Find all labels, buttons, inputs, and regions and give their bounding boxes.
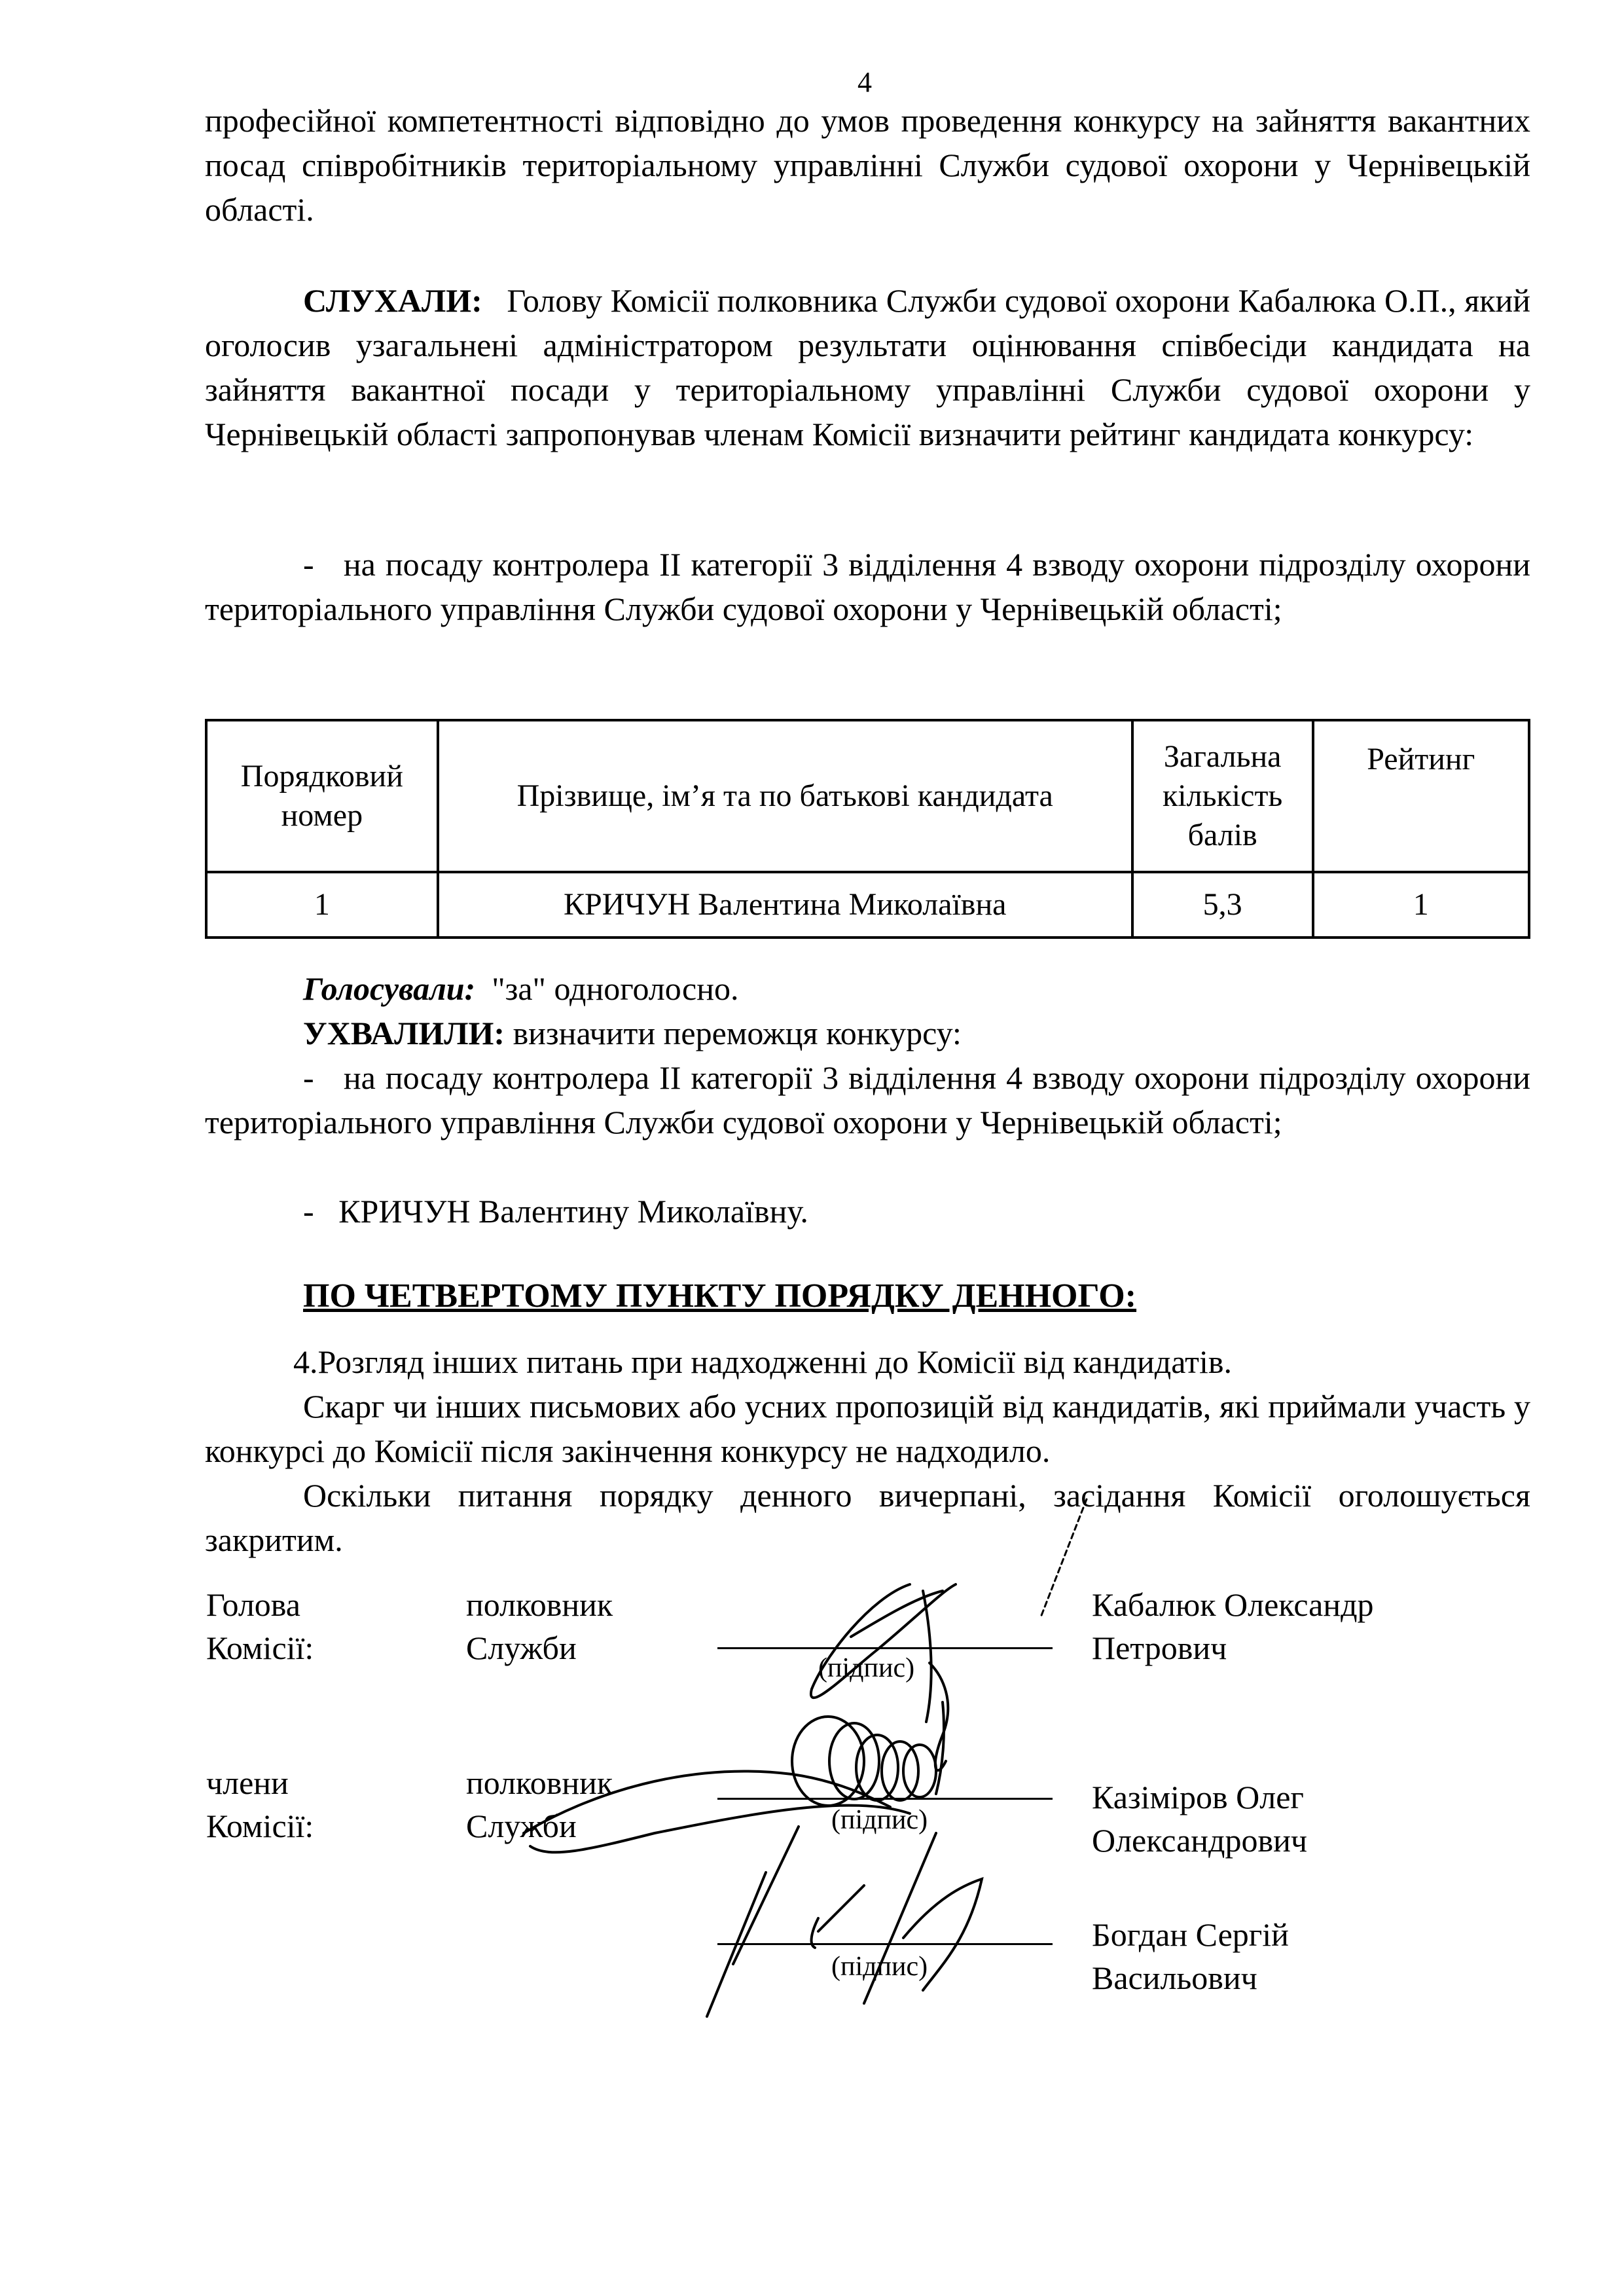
vote-label: Голосували: [303,970,476,1007]
decided-bullet-2-text: КРИЧУН Валентину Миколаївну. [338,1193,808,1230]
signature-line-2 [717,1798,1053,1800]
signature-name-2 [1092,1776,1307,1862]
signature-caption-3: (підпис) [831,1952,928,1982]
position-bullet [205,542,1530,631]
signature-name-1 [1092,1583,1374,1669]
rank-line: Служби [466,1630,577,1666]
cell-score: 5,3 [1132,872,1313,938]
heard-label: СЛУХАЛИ: [303,282,482,319]
intro-paragraph: професійної компетентності відповідно до умов проведення конкурсу на зайняття вакантних посад співробітників територіальному управлінні Служби судової охорони у Чернівецькій області. [205,102,1530,228]
signature-line-1 [717,1647,1053,1649]
rank-line: полковник [466,1764,613,1801]
name-line: Кабалюк Олександр [1092,1586,1374,1623]
name-line: Богдан Сергій [1092,1916,1289,1953]
decided-bullet-1-text: на посаду контролера ІІ категорії 3 відділення 4 взводу охорони підрозділу охорони територіального управління Служби судової охорони у Чернівецькій області; [205,1059,1530,1140]
name-line: Васильович [1092,1959,1257,1996]
decided-label: УХВАЛИЛИ: [303,1015,505,1051]
signature-name-3 [1092,1913,1289,1999]
heard-paragraph [205,278,1530,456]
signature-rank-2 [466,1761,613,1848]
bullet-dash: - [303,1059,314,1096]
header-rating: Рейтинг [1313,720,1529,872]
bullet-dash: - [303,546,314,583]
role-line: Комісії: [206,1808,314,1844]
table-header-row [206,720,1529,872]
position-text: на посаду контролера ІІ категорії 3 відділення 4 взводу охорони підрозділу охорони територіального управління Служби судової охорони у Чернівецькій області; [205,546,1530,627]
cell-number: 1 [206,872,438,938]
name-line: Казіміров Олег [1092,1779,1304,1815]
role-line: члени [206,1764,289,1801]
decided-line [303,1011,1530,1055]
bullet-dash: - [303,1193,314,1230]
rank-line: Служби [466,1808,577,1844]
cell-name: КРИЧУН Валентина Миколаївна [438,872,1132,938]
decided-bullet-1 [205,1055,1530,1144]
role-line: Голова [206,1586,300,1623]
signature-caption-2: (підпис) [831,1805,928,1835]
decided-bullet-2 [303,1189,1530,1233]
header-score: Загальна кількість балів [1132,720,1313,872]
header-number: Порядковий номер [206,720,438,872]
agenda-item-4: 4.Розгляд інших питань при надходженні до Комісії від кандидатів. [293,1343,1232,1380]
signature-rank-1 [466,1583,613,1669]
signature-role-1 [206,1583,314,1669]
header-name: Прізвище, ім’я та по батькові кандидата [438,720,1132,872]
decided-text: визначити переможця конкурсу: [513,1015,962,1051]
signature-caption-1: (підпис) [818,1653,915,1683]
vote-line [303,966,1530,1011]
signature-line-3 [717,1943,1053,1945]
cell-rating: 1 [1313,872,1529,938]
section-heading: ПО ЧЕТВЕРТОМУ ПУНКТУ ПОРЯДКУ ДЕННОГО: [303,1277,1137,1315]
name-line: Олександрович [1092,1822,1308,1859]
rating-table [205,719,1530,939]
signature-role-2 [206,1761,314,1848]
role-line: Комісії: [206,1630,314,1666]
heard-text: Голову Комісії полковника Служби судової охорони Кабалюка О.П., який оголосив узагальнені адміністратором результати оцінювання співбесіди кандидата на зайняття вакантної посади у територіальному управлінні Служби судової охорони у Чернівецькій області запропонував членам Комісії визначити рейтинг кандидата конкурсу: [205,282,1531,452]
complaints-paragraph: Скарг чи інших письмових або усних пропозицій від кандидатів, які приймали участь у конкурсі до Комісії після закінчення конкурсу не надходило. [205,1388,1530,1469]
page-number: 4 [857,66,872,98]
closing-paragraph: Оскільки питання порядку денного вичерпані, засідання Комісії оголошується закритим. [205,1477,1530,1558]
vote-text: "за" одноголосно. [492,970,739,1007]
table-row [206,872,1529,938]
rank-line: полковник [466,1586,613,1623]
name-line: Петрович [1092,1630,1227,1666]
